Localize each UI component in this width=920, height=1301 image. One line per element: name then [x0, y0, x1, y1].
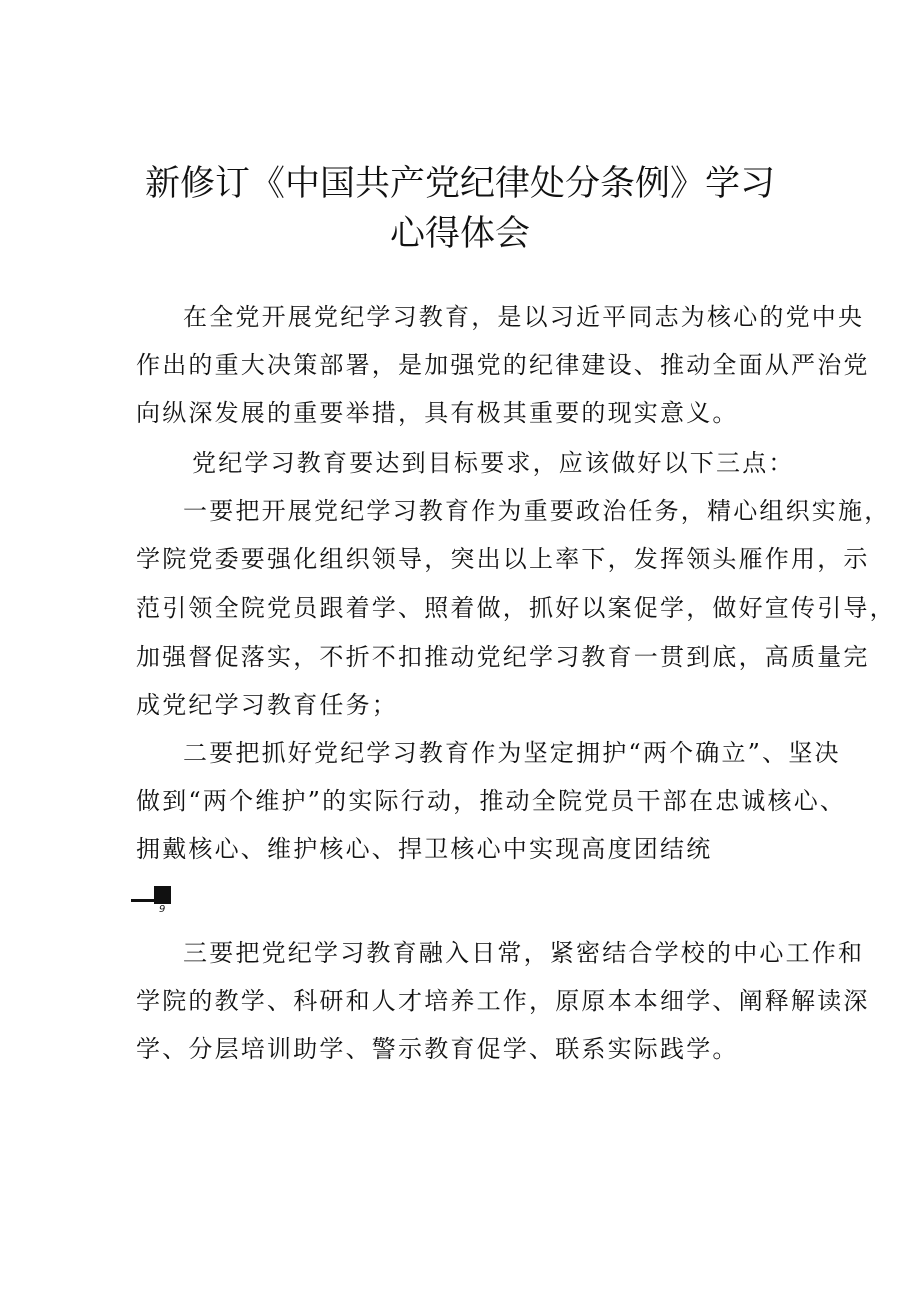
paragraph-4-line-3: 拥戴核心、维护核心、捍卫核心中实现高度团结统: [136, 835, 713, 863]
paragraph-3-line-5: 成党纪学习教育任务；: [136, 691, 398, 719]
document-title-line-2: 心得体会: [389, 214, 530, 254]
paragraph-4-line-1: 二要把抓好党纪学习教育作为坚定拥护“两个确立”、坚决: [183, 739, 841, 767]
scan-artifact-mark: [131, 882, 181, 922]
paragraph-2-line-1: 党纪学习教育要达到目标要求，应该做好以下三点：: [192, 449, 795, 477]
scan-artifact-block: [154, 886, 171, 904]
paragraph-3-line-3: 范引领全院党员跟着学、照着做，抓好以案促学，做好宣传引导，: [136, 594, 896, 622]
paragraph-1-line-3: 向纵深发展的重要举措，具有极其重要的现实意义。: [136, 399, 739, 427]
paragraph-3-line-4: 加强督促落实，不折不扣推动党纪学习教育一贯到底，高质量完: [136, 643, 870, 671]
paragraph-3-line-2: 学院党委要强化组织领导，突出以上率下，发挥领头雁作用，示: [136, 545, 870, 573]
paragraph-3-line-1: 一要把开展党纪学习教育作为重要政治任务，精心组织实施，: [183, 497, 891, 525]
paragraph-4-line-2: 做到“两个维护”的实际行动，推动全院党员干部在忠诚核心、: [136, 787, 847, 815]
paragraph-5-line-1: 三要把党纪学习教育融入日常，紧密结合学校的中心工作和: [183, 939, 865, 967]
paragraph-1-line-1: 在全党开展党纪学习教育，是以习近平同志为核心的党中央: [183, 303, 865, 331]
paragraph-5-line-3: 学、分层培训助学、警示教育促学、联系实际践学。: [136, 1035, 739, 1063]
paragraph-1-line-2: 作出的重大决策部署，是加强党的纪律建设、推动全面从严治党: [136, 351, 870, 379]
paragraph-5-line-2: 学院的教学、科研和人才培养工作，原原本本细学、阐释解读深: [136, 987, 870, 1015]
scan-artifact-number: 9: [159, 904, 166, 915]
document-title-line-1: 新修订《中国共产党纪律处分条例》学习: [144, 164, 775, 204]
